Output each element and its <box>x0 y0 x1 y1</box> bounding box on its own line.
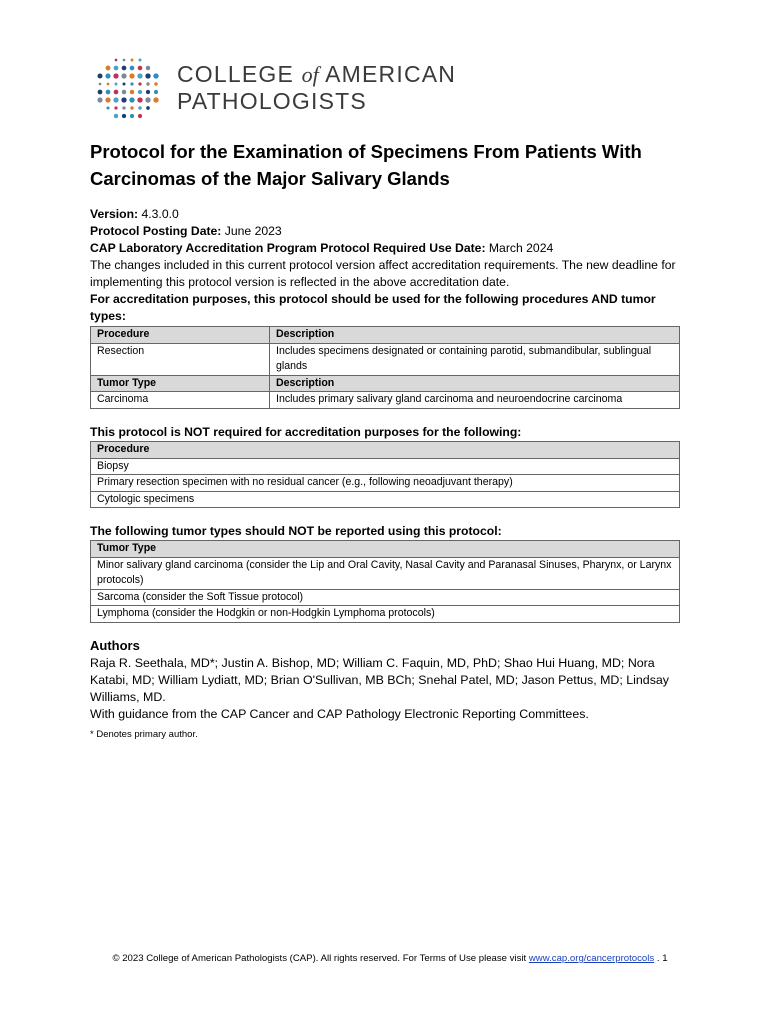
authors-heading: Authors <box>90 638 140 653</box>
authors-note: * Denotes primary author. <box>90 729 198 740</box>
not-reported-table: Tumor Type Minor salivary gland carcinoma (consider the Lip and Oral Cavity, Nasal Cavity and Paranasal Sinuses, Pharynx, or Larynx protocols) Sarcoma (consider the Soft Tissue protocol) Lymphoma (consider the Hodgkin or non-Hodgkin Lymphoma protocols) <box>90 540 680 623</box>
authors-section <box>90 637 690 743</box>
cap-dots-icon <box>95 55 161 119</box>
authors-names: Raja R. Seethala, MD*; Justin A. Bishop, MD; William C. Faquin, MD, PhD; Shao Hui Huang, MD; Nora Katabi, MD; William Lydiatt, MD; Brian O'Sullivan, MB BCh; Snehal Patel, MD; Jason Pettus, MD; Lindsay Williams, MD. <box>90 656 669 704</box>
logo-wordmark: COLLEGE of AMERICAN PATHOLOGISTS <box>177 61 457 114</box>
page-footer: © 2023 College of American Pathologists (CAP). All rights reserved. For Terms of Use please visit www.cap.org/cancerprotocols . 1 <box>112 953 668 964</box>
cap-protocols-link[interactable]: www.cap.org/cancerprotocols <box>528 953 655 964</box>
procedures-table: Procedure Description Resection Includes specimens designated or containing parotid, submandibular, sublingual glands Tumor Type Description Carcinoma Includes primary salivary gland carcinoma and neuroendocrine carcinoma <box>90 326 680 409</box>
not-required-heading: This protocol is NOT required for accreditation purposes for the following: <box>90 425 522 439</box>
cap-logo <box>95 55 475 123</box>
document-title: Protocol for the Examination of Specimens From Patients With Carcinomas of the Major Salivary Glands <box>90 141 642 189</box>
not-required-table: Procedure Biopsy Primary resection specimen with no residual cancer (e.g., following neoadjuvant therapy) Cytologic specimens <box>90 441 680 508</box>
protocol-metadata: Version: 4.3.0.0 Protocol Posting Date: June 2023 CAP Laboratory Accreditation Program Protocol Required Use Date: March 2024 The changes included in this current protocol version affect accreditation requirements. The new deadline for implementing this protocol version is reflected in the above accreditation date. For accreditation purposes, this protocol should be used for the following procedures AND tumor types: <box>90 206 690 325</box>
purposes-text: For accreditation purposes, this protocol should be used for the following procedures AND tumor types: <box>90 292 656 323</box>
authors-guidance: With guidance from the CAP Cancer and CAP Pathology Electronic Reporting Committees. <box>90 707 589 721</box>
changes-text: The changes included in this current protocol version affect accreditation requirements. The new deadline for implementing this protocol version is reflected in the above accreditation date. <box>90 258 676 289</box>
not-reported-heading: The following tumor types should NOT be reported using this protocol: <box>90 524 502 538</box>
